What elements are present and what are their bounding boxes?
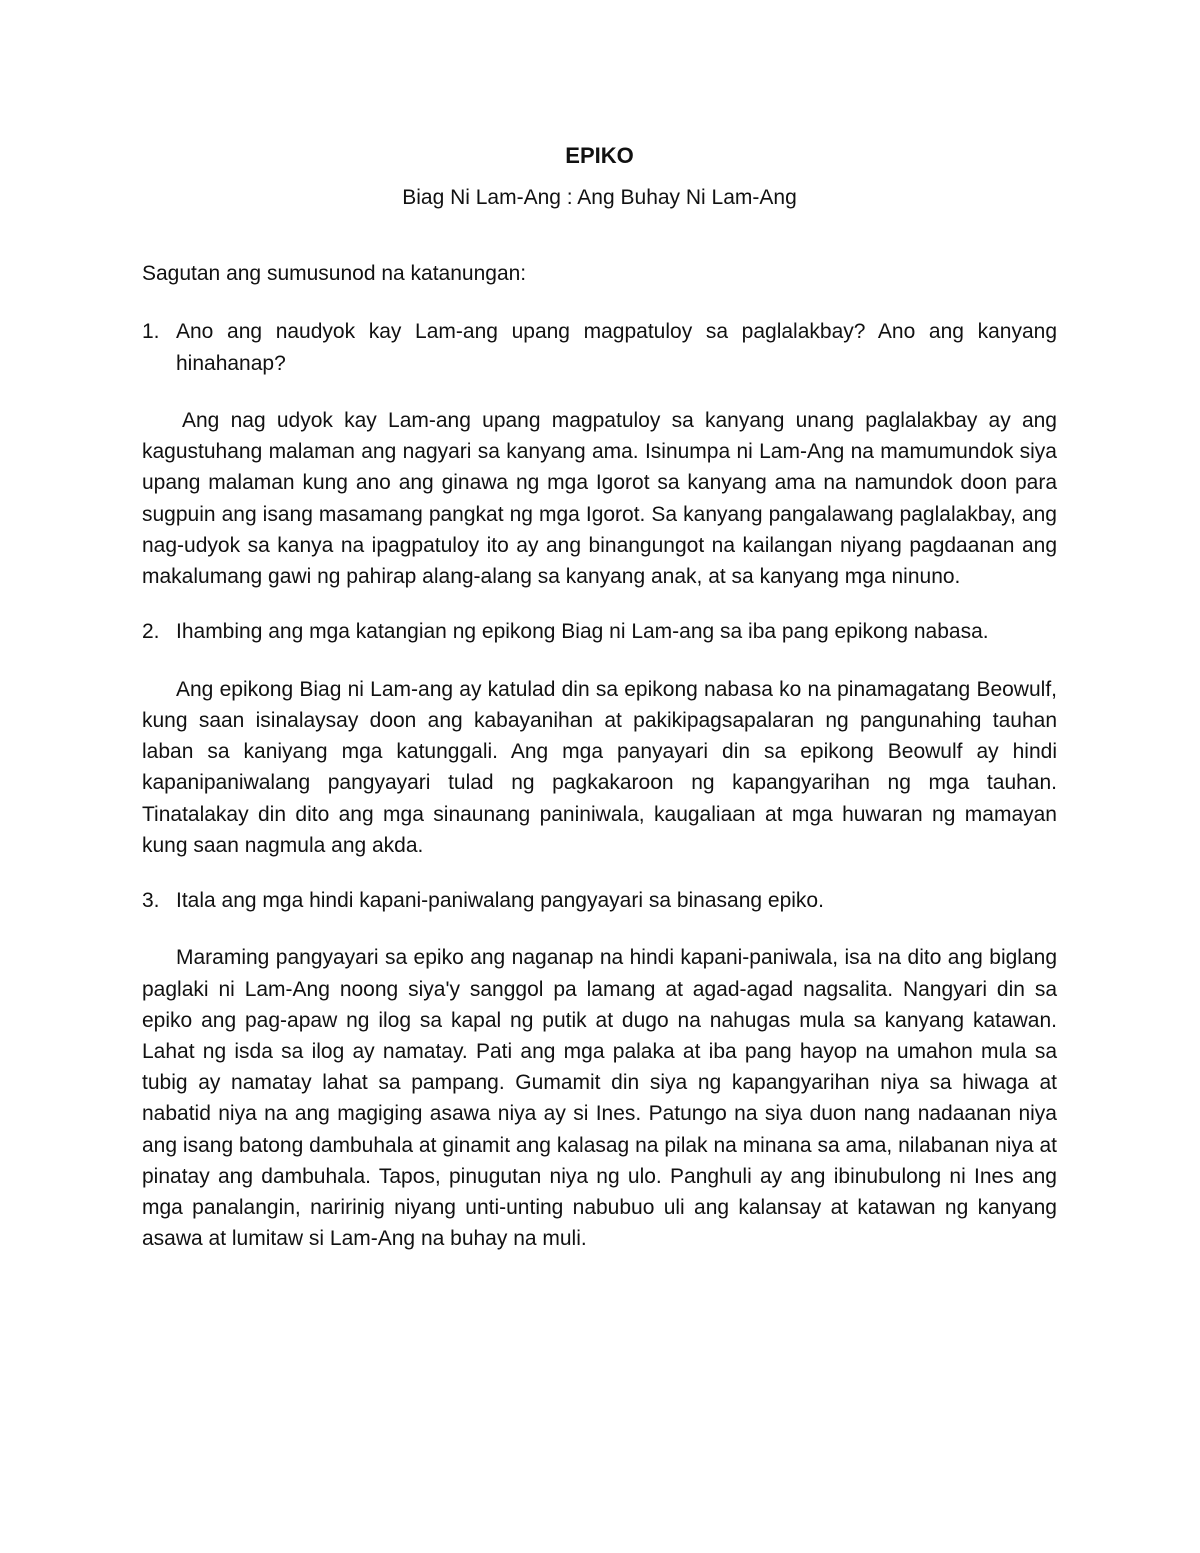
document-subtitle: Biag Ni Lam-Ang : Ang Buhay Ni Lam-Ang [402,186,797,209]
question-text: Itala ang mga hindi kapani-paniwalang pangyayari sa binasang epiko. [176,888,824,912]
document-title: EPIKO [565,143,634,168]
question-number: 3. [142,888,160,912]
question-item [142,885,1057,917]
question-number: 1. [142,320,160,343]
answer-paragraph: Ang nag udyok kay Lam-ang upang magpatuloy sa kanyang unang paglalakbay ay ang kagustuhang malaman ang nagyari sa kanyang ama. Isinumpa ni Lam-Ang na mamumundok siya upang malaman kung ano ang ginawa ng mga Igorot sa kanyang ama na namundok doon para sugpuin ang isang masamang pangkat ng mga Igorot. Sa kanyang pangalawang paglalakbay, ang nag-udyok sa kanya na ipagpatuloy ito ay ang binangungot na kailangan niyang pagdaanan ang makalumang gawi ng pahirap alang-alang sa kanyang anak, at sa kanyang mga ninuno. [142,409,1057,589]
answer-paragraph: Maraming pangyayari sa epiko ang naganap na hindi kapani-paniwala, isa na dito ang biglang paglaki ni Lam-Ang noong siya'y sanggol pa lamang at agad-agad nagsalita. Nangyari din sa epiko ang pag-apaw ng ilog sa kapal ng putik at dugo na nahugas mula sa kanyang katawan. Lahat ng isda sa ilog ay namatay. Pati ang mga palaka at iba pang hayop na umahon mula sa tubig ay namatay lahat sa pampang. Gumamit din siya ng kapangyarihan niya sa hiwaga at nabatid niya na ang magiging asawa niya ay si Ines. Patungo na siya duon nang nadaanan niya ang isang batong dambuhala at ginamit ang kalasag na pilak na minana sa ama, nilabanan niya at pinatay ang dambuhala. Tapos, pinugutan niya ng ulo. Panghuli ay ang ibinubulong ni Ines ang mga panalangin, naririnig niyang unti-unting nabubuo uli ang kalansay at katawan ng kanyang asawa at lumitaw si Lam-Ang na buhay na muli. [142,946,1057,1251]
question-number: 2. [142,620,160,644]
document-page [142,140,1057,1254]
instructions: Sagutan ang sumusunod na katanungan: [142,262,527,285]
answer-paragraph: Ang epikong Biag ni Lam-ang ay katulad din sa epikong nabasa ko na pinamagatang Beowulf, kung saan isinalaysay doon ang kabayanihan at pakikipagsapalaran ng pangunahing tauhan laban sa kaniyang mga katunggali. Ang mga panyayari din sa epikong Beowulf ay hindi kapanipaniwalang pangyayari tulad ng pagkakaroon ng kapangyarihan ng mga tauhan. Tinatalakay din dito ang mga sinaunang paniniwala, kaugaliaan at mga huwaran ng mamayan kung saan nagmula ang akda. [142,677,1057,857]
question-text: Ano ang naudyok kay Lam-ang upang magpatuloy sa paglalakbay? Ano ang kanyang hinahanap? [176,320,1057,375]
question-text: Ihambing ang mga katangian ng epikong Biag ni Lam-ang sa iba pang epikong nabasa. [176,620,989,644]
question-item [142,316,1057,379]
question-item [142,616,1057,648]
